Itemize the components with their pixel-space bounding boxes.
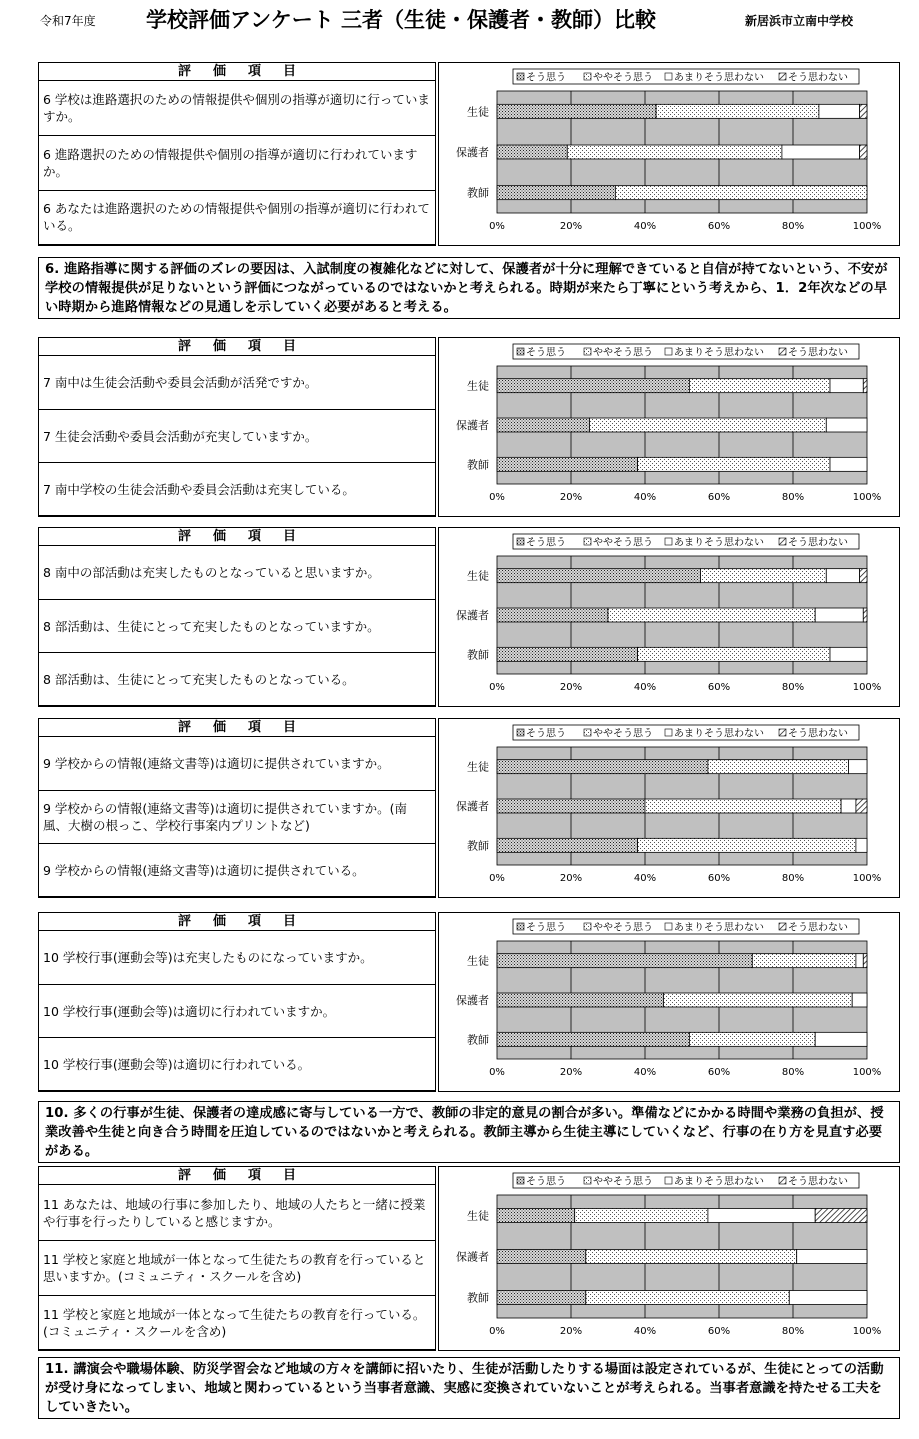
seg-somewhat-disagree: [856, 838, 867, 852]
x-tick-label: 100%: [852, 221, 882, 232]
seg-disagree: [860, 145, 867, 159]
seg-somewhat-disagree: [826, 569, 859, 583]
legend-label: あまりそう思わない: [674, 347, 764, 359]
chart-legend: [513, 534, 859, 549]
legend-label: あまりそう思わない: [674, 1176, 764, 1188]
seg-somewhat-agree: [638, 647, 830, 661]
category-label: 保護者: [456, 609, 489, 622]
stacked-bar-chart: [439, 719, 899, 897]
seg-agree: [497, 1250, 586, 1264]
seg-agree: [497, 838, 638, 852]
seg-agree: [497, 1209, 575, 1223]
legend-swatch: [584, 923, 591, 930]
x-tick-label: 0%: [489, 492, 505, 503]
legend-swatch: [665, 729, 672, 736]
category-label: 保護者: [456, 419, 489, 432]
category-label: 生徒: [467, 760, 489, 774]
item-parent: 9 学校からの情報(連絡文書等)は適切に提供されていますか。(南風、大樹の根っこ、学校行事案内プリントなど): [39, 791, 435, 844]
category-label: 保護者: [456, 1250, 489, 1264]
x-tick-label: 60%: [707, 682, 731, 693]
legend-label: あまりそう思わない: [674, 72, 764, 84]
seg-somewhat-agree: [689, 1032, 815, 1046]
item-parent: 10 学校行事(運動会等)は適切に行われていますか。: [39, 985, 435, 1038]
seg-disagree: [863, 379, 867, 393]
seg-disagree: [863, 608, 867, 622]
seg-disagree: [860, 569, 867, 583]
x-tick-label: 20%: [559, 682, 583, 693]
item-student: 11 あなたは、地域の行事に参加したり、地域の人たちと一緒に授業や行事を行ったりしていると感じますか。: [39, 1185, 435, 1241]
legend-swatch: [584, 73, 591, 80]
legend-label: あまりそう思わない: [674, 537, 764, 549]
items-table: [38, 527, 436, 707]
seg-somewhat-agree: [645, 799, 841, 813]
comment-11: 11. 講演会や職場体験、防災学習会など地域の方々を講師に招いたり、生徒が活動したりする場面は設定されているが、生徒にとっての活動が受け身になってしまい、地域と関わっているという当事者意識、実感に変換されていないことが考えられる。当事者意識を持たせる工夫をしていきたい。: [38, 1357, 900, 1419]
seg-somewhat-agree: [689, 379, 830, 393]
item-teacher: 8 部活動は、生徒にとって充実したものとなっている。: [43, 672, 355, 687]
comment-6: 6. 進路指導に関する評価のズレの要因は、入試制度の複雑化などに対して、保護者が十分に理解できていると自信が持てないという、不安が学校の情報提供が足りないという評価につながっているのではないかと考えられる。時期が来たら丁寧にという考えから、1．2年次などの早い時期から進路情報などの見通しを示していく必要があると考える。: [38, 257, 900, 319]
x-tick-label: 80%: [781, 492, 805, 503]
x-tick-label: 0%: [489, 221, 505, 232]
x-tick-label: 20%: [559, 492, 583, 503]
legend-swatch: [779, 538, 786, 545]
legend-swatch: [779, 73, 786, 80]
legend-label: そう思う: [526, 728, 566, 740]
legend-label: あまりそう思わない: [674, 922, 764, 934]
legend-label: ややそう思う: [593, 1176, 653, 1188]
legend-label: あまりそう思わない: [674, 728, 764, 740]
seg-disagree: [860, 104, 867, 118]
seg-agree: [497, 993, 664, 1007]
legend-label: ややそう思う: [593, 922, 653, 934]
category-label: 教師: [467, 1291, 489, 1305]
seg-somewhat-agree: [608, 608, 815, 622]
seg-somewhat-disagree: [830, 647, 867, 661]
items-table: [38, 337, 436, 517]
x-tick-label: 60%: [707, 1326, 731, 1337]
x-tick-label: 80%: [781, 221, 805, 232]
category-label: 生徒: [467, 379, 489, 393]
legend-swatch: [584, 348, 591, 355]
x-tick-label: 40%: [633, 1326, 657, 1337]
stacked-bar-chart: [439, 528, 899, 706]
stacked-bar-chart: [439, 338, 899, 516]
seg-somewhat-agree: [567, 145, 782, 159]
items-heading: 評価項目: [39, 338, 435, 356]
item-parent: 11 学校と家庭と地域が一体となって生徒たちの教育を行っていると思いますか。(コミュニティ・スクールを含め): [39, 1241, 435, 1296]
seg-somewhat-disagree: [789, 1291, 867, 1305]
stacked-bar-chart: [439, 63, 899, 245]
category-label: 教師: [467, 458, 489, 472]
chart-9: [438, 718, 900, 898]
seg-somewhat-disagree: [797, 1250, 867, 1264]
x-tick-label: 40%: [633, 682, 657, 693]
seg-somewhat-agree: [615, 186, 867, 200]
x-tick-label: 100%: [852, 1067, 882, 1078]
seg-somewhat-agree: [586, 1291, 790, 1305]
chart-10: [438, 912, 900, 1092]
school-name: 新居浜市立南中学校: [745, 14, 854, 28]
x-tick-label: 100%: [852, 1326, 882, 1337]
legend-swatch: [517, 538, 524, 545]
x-tick-label: 0%: [489, 1067, 505, 1078]
chart-11: [438, 1166, 900, 1351]
seg-somewhat-disagree: [815, 608, 863, 622]
legend-label: そう思う: [526, 1176, 566, 1188]
legend-swatch: [779, 348, 786, 355]
legend-label: ややそう思う: [593, 728, 653, 740]
legend-swatch: [665, 923, 672, 930]
chart-legend: [513, 69, 859, 84]
category-label: 保護者: [456, 800, 489, 813]
category-label: 教師: [467, 839, 489, 853]
seg-somewhat-agree: [752, 954, 856, 968]
seg-somewhat-agree: [586, 1250, 797, 1264]
x-tick-label: 80%: [781, 873, 805, 884]
seg-somewhat-disagree: [782, 145, 860, 159]
x-tick-label: 100%: [852, 873, 882, 884]
item-teacher: 9 学校からの情報(連絡文書等)は適切に提供されている。: [43, 863, 365, 878]
seg-agree: [497, 104, 656, 118]
legend-label: そう思う: [526, 347, 566, 359]
item-parent: 8 部活動は、生徒にとって充実したものとなっていますか。: [39, 600, 435, 653]
seg-disagree: [856, 799, 867, 813]
x-tick-label: 40%: [633, 492, 657, 503]
legend-swatch: [584, 1177, 591, 1184]
item-teacher: 7 南中学校の生徒会活動や委員会活動は充実している。: [43, 482, 355, 497]
legend-swatch: [779, 923, 786, 930]
page-title: 学校評価アンケート 三者（生徒・保護者・教師）比較: [146, 8, 657, 32]
seg-agree: [497, 418, 590, 432]
seg-somewhat-disagree: [856, 954, 863, 968]
seg-somewhat-disagree: [708, 1209, 815, 1223]
category-label: 教師: [467, 186, 489, 200]
seg-somewhat-agree: [701, 569, 827, 583]
legend-swatch: [584, 538, 591, 545]
legend-label: そう思う: [526, 72, 566, 84]
seg-somewhat-disagree: [830, 379, 863, 393]
legend-label: ややそう思う: [593, 537, 653, 549]
x-tick-label: 40%: [633, 873, 657, 884]
legend-label: そう思わない: [788, 347, 848, 359]
item-student: 8 南中の部活動は充実したものとなっていると思いますか。: [39, 546, 435, 600]
category-label: 保護者: [456, 994, 489, 1007]
x-tick-label: 80%: [781, 1067, 805, 1078]
chart-legend: [513, 344, 859, 359]
seg-somewhat-disagree: [841, 799, 856, 813]
item-teacher: 11 学校と家庭と地域が一体となって生徒たちの教育を行っている。(コミュニティ・スクールを含め): [43, 1307, 426, 1339]
category-label: 教師: [467, 1033, 489, 1047]
seg-somewhat-disagree: [852, 993, 867, 1007]
seg-agree: [497, 379, 689, 393]
item-student: 6 学校は進路選択のための情報提供や個別の指導が適切に行っていますか。: [39, 81, 435, 136]
seg-agree: [497, 954, 752, 968]
seg-agree: [497, 1032, 689, 1046]
x-tick-label: 60%: [707, 492, 731, 503]
legend-swatch: [779, 1177, 786, 1184]
item-parent: 6 進路選択のための情報提供や個別の指導が適切に行われていますか。: [39, 136, 435, 191]
x-tick-label: 60%: [707, 873, 731, 884]
legend-label: ややそう思う: [593, 347, 653, 359]
x-tick-label: 80%: [781, 682, 805, 693]
items-table: [38, 62, 436, 246]
legend-swatch: [517, 729, 524, 736]
legend-swatch: [517, 923, 524, 930]
seg-disagree: [863, 954, 867, 968]
x-tick-label: 40%: [633, 1067, 657, 1078]
x-tick-label: 60%: [707, 1067, 731, 1078]
seg-agree: [497, 145, 567, 159]
stacked-bar-chart: [439, 913, 899, 1091]
seg-somewhat-disagree: [849, 760, 868, 774]
x-tick-label: 40%: [633, 221, 657, 232]
legend-label: そう思わない: [788, 728, 848, 740]
x-tick-label: 100%: [852, 492, 882, 503]
seg-agree: [497, 186, 615, 200]
x-tick-label: 20%: [559, 873, 583, 884]
items-table: [38, 912, 436, 1092]
category-label: 生徒: [467, 1209, 489, 1223]
seg-somewhat-agree: [708, 760, 849, 774]
seg-somewhat-agree: [575, 1209, 708, 1223]
seg-agree: [497, 457, 638, 471]
page-header: [0, 0, 919, 40]
seg-somewhat-agree: [664, 993, 853, 1007]
seg-somewhat-disagree: [830, 457, 867, 471]
x-tick-label: 100%: [852, 682, 882, 693]
chart-6: [438, 62, 900, 246]
legend-swatch: [517, 1177, 524, 1184]
seg-somewhat-agree: [656, 104, 819, 118]
items-heading: 評価項目: [39, 1167, 435, 1185]
item-student: 9 学校からの情報(連絡文書等)は適切に提供されていますか。: [39, 737, 435, 791]
seg-somewhat-agree: [590, 418, 827, 432]
seg-agree: [497, 608, 608, 622]
category-label: 生徒: [467, 105, 489, 119]
items-heading: 評価項目: [39, 913, 435, 931]
legend-swatch: [584, 729, 591, 736]
x-tick-label: 0%: [489, 1326, 505, 1337]
category-label: 保護者: [456, 146, 489, 159]
legend-swatch: [779, 729, 786, 736]
fiscal-year: 令和7年度: [40, 14, 96, 28]
x-tick-label: 0%: [489, 873, 505, 884]
category-label: 教師: [467, 648, 489, 662]
x-tick-label: 20%: [559, 1067, 583, 1078]
category-label: 生徒: [467, 954, 489, 968]
item-teacher: 6 あなたは進路選択のための情報提供や個別の指導が適切に行われている。: [43, 201, 430, 233]
x-tick-label: 20%: [559, 221, 583, 232]
seg-agree: [497, 569, 701, 583]
seg-agree: [497, 647, 638, 661]
legend-label: ややそう思う: [593, 72, 653, 84]
item-student: 7 南中は生徒会活動や委員会活動が活発ですか。: [39, 356, 435, 410]
item-parent: 7 生徒会活動や委員会活動が充実していますか。: [39, 410, 435, 463]
legend-swatch: [517, 348, 524, 355]
seg-agree: [497, 1291, 586, 1305]
seg-agree: [497, 760, 708, 774]
seg-somewhat-agree: [638, 457, 830, 471]
legend-label: そう思わない: [788, 72, 848, 84]
items-heading: 評価項目: [39, 63, 435, 81]
legend-label: そう思わない: [788, 922, 848, 934]
legend-swatch: [665, 348, 672, 355]
x-tick-label: 0%: [489, 682, 505, 693]
x-tick-label: 60%: [707, 221, 731, 232]
seg-disagree: [815, 1209, 867, 1223]
item-student: 10 学校行事(運動会等)は充実したものになっていますか。: [39, 931, 435, 985]
legend-swatch: [665, 73, 672, 80]
legend-swatch: [665, 538, 672, 545]
chart-8: [438, 527, 900, 707]
seg-somewhat-disagree: [819, 104, 860, 118]
legend-label: そう思う: [526, 537, 566, 549]
chart-legend: [513, 725, 859, 740]
legend-swatch: [517, 73, 524, 80]
items-table: [38, 718, 436, 898]
item-teacher: 10 学校行事(運動会等)は適切に行われている。: [43, 1057, 311, 1072]
chart-legend: [513, 919, 859, 934]
legend-label: そう思う: [526, 922, 566, 934]
x-tick-label: 20%: [559, 1326, 583, 1337]
comment-10: 10. 多くの行事が生徒、保護者の達成感に寄与している一方で、教師の非定的意見の割合が多い。準備などにかかる時間や業務の負担が、授業改善や生徒と向き合う時間を圧迫しているのではないかと考えられる。教師主導から生徒主導にしていくなど、行事の在り方を見直す必要がある。: [38, 1101, 900, 1163]
legend-swatch: [665, 1177, 672, 1184]
category-label: 生徒: [467, 569, 489, 583]
legend-label: そう思わない: [788, 1176, 848, 1188]
items-heading: 評価項目: [39, 719, 435, 737]
seg-somewhat-disagree: [815, 1032, 867, 1046]
stacked-bar-chart: [439, 1167, 899, 1350]
chart-7: [438, 337, 900, 517]
items-table: [38, 1166, 436, 1351]
seg-somewhat-disagree: [826, 418, 867, 432]
items-heading: 評価項目: [39, 528, 435, 546]
x-tick-label: 80%: [781, 1326, 805, 1337]
seg-somewhat-agree: [638, 838, 856, 852]
legend-label: そう思わない: [788, 537, 848, 549]
chart-legend: [513, 1173, 859, 1188]
seg-agree: [497, 799, 645, 813]
